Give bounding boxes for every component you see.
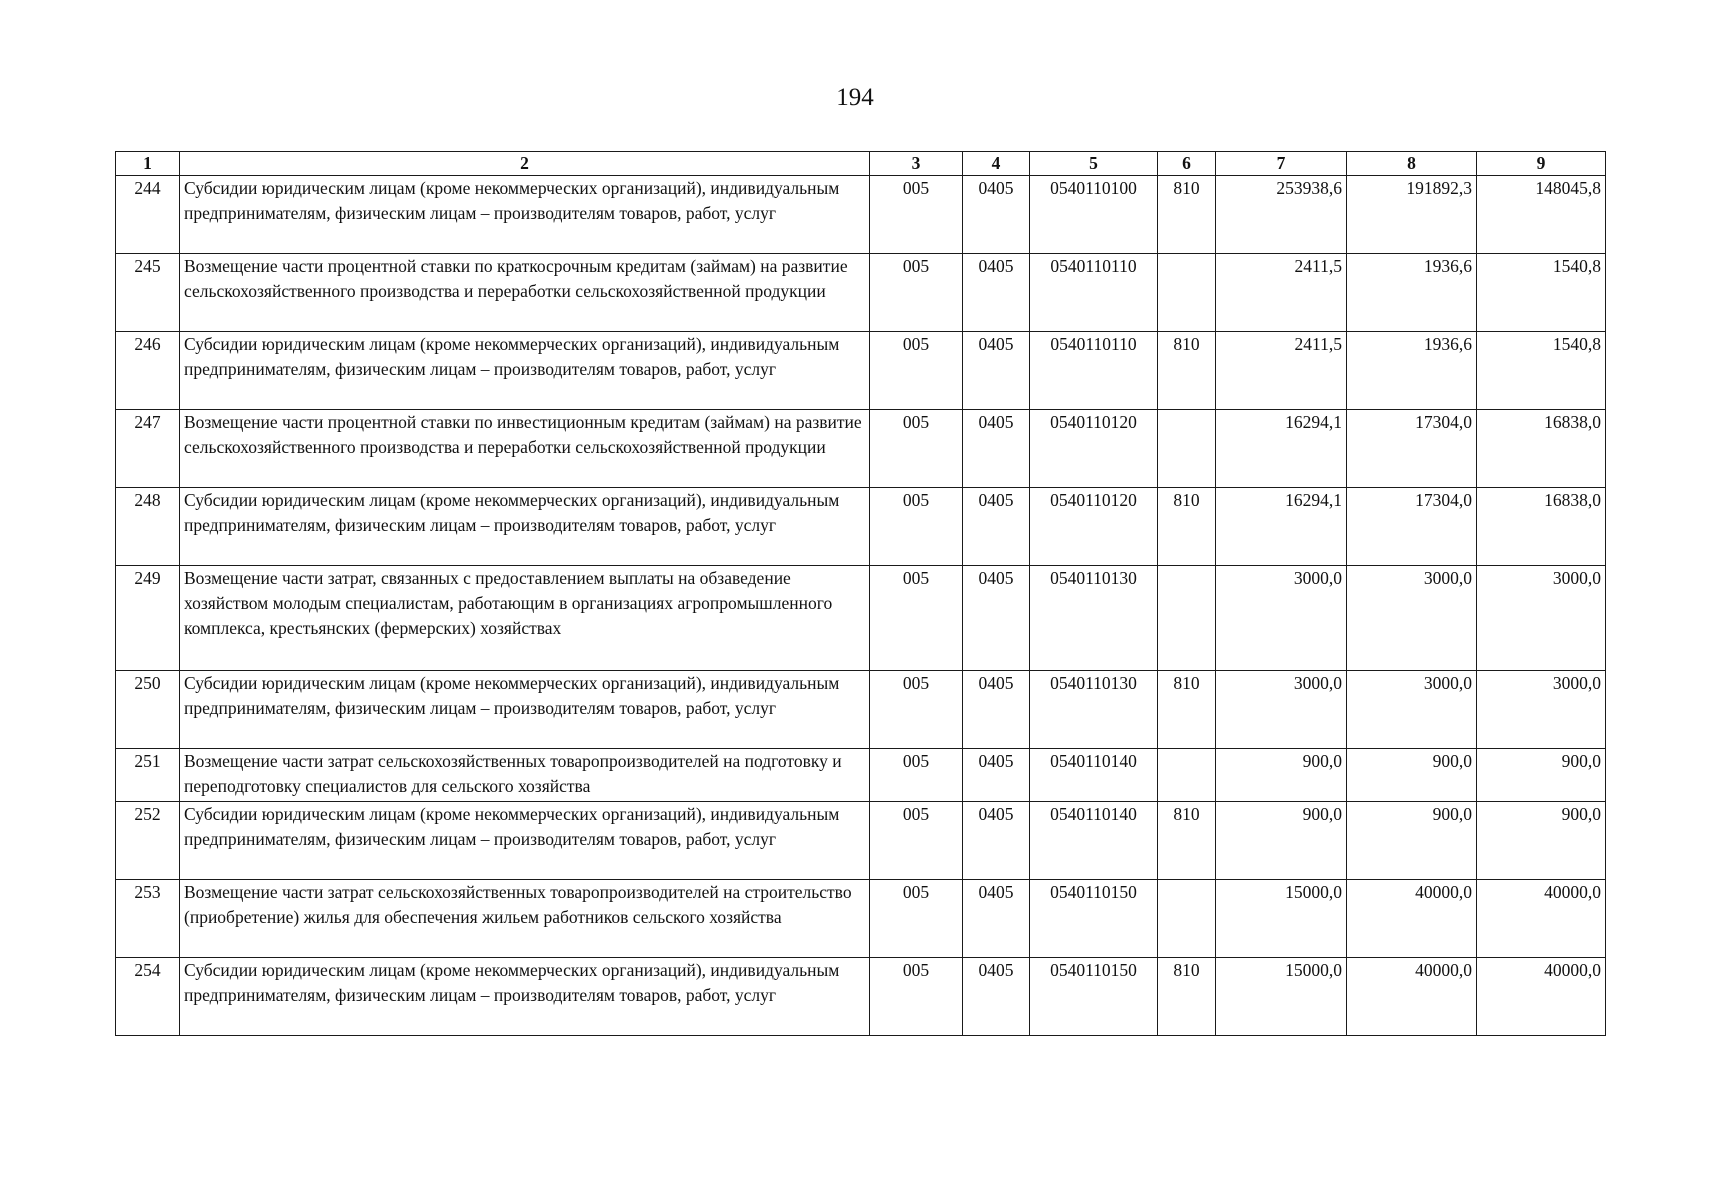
amount-col8: 1936,6 — [1347, 254, 1477, 332]
ministry-code: 005 — [870, 176, 963, 254]
row-number: 246 — [116, 332, 180, 410]
column-header: 3 — [870, 152, 963, 176]
amount-col7: 900,0 — [1216, 749, 1347, 802]
amount-col9: 1540,8 — [1477, 332, 1606, 410]
amount-col8: 900,0 — [1347, 802, 1477, 880]
page-number: 194 — [836, 84, 874, 111]
amount-col8: 1936,6 — [1347, 332, 1477, 410]
ministry-code: 005 — [870, 880, 963, 958]
target-article-code: 0540110130 — [1030, 566, 1158, 671]
expense-type-code: 810 — [1158, 671, 1216, 749]
section-code: 0405 — [963, 566, 1030, 671]
expense-type-code — [1158, 566, 1216, 671]
target-article-code: 0540110100 — [1030, 176, 1158, 254]
target-article-code: 0540110150 — [1030, 880, 1158, 958]
table-row — [116, 802, 1606, 880]
table-row — [116, 749, 1606, 802]
expense-name: Возмещение части затрат, связанных с предоставлением выплаты на обзаведение хозяйством молодым специалистам, работающим в организациях агропромышленного комплекса, крестьянских (фермерских) хозяйствах — [180, 566, 870, 671]
column-header: 4 — [963, 152, 1030, 176]
expense-name: Субсидии юридическим лицам (кроме некоммерческих организаций), индивидуальным предпринимателям, физическим лицам – производителям товаров, работ, услуг — [180, 958, 870, 1036]
expense-type-code: 810 — [1158, 488, 1216, 566]
column-header: 6 — [1158, 152, 1216, 176]
ministry-code: 005 — [870, 254, 963, 332]
row-number: 244 — [116, 176, 180, 254]
column-header: 8 — [1347, 152, 1477, 176]
amount-col9: 1540,8 — [1477, 254, 1606, 332]
row-number: 253 — [116, 880, 180, 958]
table-row — [116, 880, 1606, 958]
amount-col8: 900,0 — [1347, 749, 1477, 802]
table-row — [116, 332, 1606, 410]
amount-col8: 3000,0 — [1347, 566, 1477, 671]
section-code: 0405 — [963, 749, 1030, 802]
expense-type-code — [1158, 880, 1216, 958]
amount-col8: 17304,0 — [1347, 410, 1477, 488]
row-number: 248 — [116, 488, 180, 566]
amount-col7: 3000,0 — [1216, 566, 1347, 671]
amount-col8: 191892,3 — [1347, 176, 1477, 254]
row-number: 245 — [116, 254, 180, 332]
amount-col7: 253938,6 — [1216, 176, 1347, 254]
amount-col8: 40000,0 — [1347, 958, 1477, 1036]
target-article-code: 0540110120 — [1030, 488, 1158, 566]
expense-name: Субсидии юридическим лицам (кроме некоммерческих организаций), индивидуальным предпринимателям, физическим лицам – производителям товаров, работ, услуг — [180, 671, 870, 749]
section-code: 0405 — [963, 332, 1030, 410]
column-header: 7 — [1216, 152, 1347, 176]
ministry-code: 005 — [870, 958, 963, 1036]
ministry-code: 005 — [870, 671, 963, 749]
row-number: 250 — [116, 671, 180, 749]
ministry-code: 005 — [870, 332, 963, 410]
section-code: 0405 — [963, 671, 1030, 749]
amount-col7: 2411,5 — [1216, 254, 1347, 332]
row-number: 252 — [116, 802, 180, 880]
column-header: 1 — [116, 152, 180, 176]
ministry-code: 005 — [870, 410, 963, 488]
amount-col8: 40000,0 — [1347, 880, 1477, 958]
amount-col9: 148045,8 — [1477, 176, 1606, 254]
amount-col8: 17304,0 — [1347, 488, 1477, 566]
amount-col7: 900,0 — [1216, 802, 1347, 880]
column-header: 9 — [1477, 152, 1606, 176]
expense-type-code — [1158, 410, 1216, 488]
table-row — [116, 958, 1606, 1036]
expense-type-code: 810 — [1158, 332, 1216, 410]
amount-col9: 16838,0 — [1477, 488, 1606, 566]
amount-col9: 3000,0 — [1477, 566, 1606, 671]
amount-col9: 900,0 — [1477, 749, 1606, 802]
ministry-code: 005 — [870, 802, 963, 880]
amount-col7: 2411,5 — [1216, 332, 1347, 410]
amount-col7: 16294,1 — [1216, 488, 1347, 566]
section-code: 0405 — [963, 958, 1030, 1036]
expense-type-code: 810 — [1158, 176, 1216, 254]
expense-name: Субсидии юридическим лицам (кроме некоммерческих организаций), индивидуальным предпринимателям, физическим лицам – производителям товаров, работ, услуг — [180, 176, 870, 254]
amount-col9: 40000,0 — [1477, 880, 1606, 958]
table-row — [116, 410, 1606, 488]
column-header: 5 — [1030, 152, 1158, 176]
section-code: 0405 — [963, 254, 1030, 332]
section-code: 0405 — [963, 880, 1030, 958]
expense-name: Возмещение части затрат сельскохозяйственных товаропроизводителей на подготовку и переподготовку специалистов для сельского хозяйства — [180, 749, 870, 802]
expense-name: Возмещение части процентной ставки по инвестиционным кредитам (займам) на развитие сельскохозяйственного производства и переработки сельскохозяйственной продукции — [180, 410, 870, 488]
expense-name: Субсидии юридическим лицам (кроме некоммерческих организаций), индивидуальным предпринимателям, физическим лицам – производителям товаров, работ, услуг — [180, 802, 870, 880]
target-article-code: 0540110120 — [1030, 410, 1158, 488]
amount-col7: 3000,0 — [1216, 671, 1347, 749]
expense-type-code: 810 — [1158, 802, 1216, 880]
table-row — [116, 176, 1606, 254]
section-code: 0405 — [963, 410, 1030, 488]
budget-table — [115, 151, 1606, 1036]
section-code: 0405 — [963, 802, 1030, 880]
row-number: 251 — [116, 749, 180, 802]
expense-type-code — [1158, 254, 1216, 332]
row-number: 254 — [116, 958, 180, 1036]
table-row — [116, 671, 1606, 749]
amount-col9: 40000,0 — [1477, 958, 1606, 1036]
amount-col7: 15000,0 — [1216, 880, 1347, 958]
target-article-code: 0540110110 — [1030, 332, 1158, 410]
amount-col7: 16294,1 — [1216, 410, 1347, 488]
target-article-code: 0540110140 — [1030, 802, 1158, 880]
amount-col9: 900,0 — [1477, 802, 1606, 880]
ministry-code: 005 — [870, 749, 963, 802]
expense-name: Субсидии юридическим лицам (кроме некоммерческих организаций), индивидуальным предпринимателям, физическим лицам – производителям товаров, работ, услуг — [180, 488, 870, 566]
target-article-code: 0540110150 — [1030, 958, 1158, 1036]
amount-col9: 3000,0 — [1477, 671, 1606, 749]
column-number-header-row — [116, 152, 1606, 176]
amount-col8: 3000,0 — [1347, 671, 1477, 749]
ministry-code: 005 — [870, 488, 963, 566]
section-code: 0405 — [963, 176, 1030, 254]
table-row — [116, 566, 1606, 671]
section-code: 0405 — [963, 488, 1030, 566]
target-article-code: 0540110130 — [1030, 671, 1158, 749]
amount-col7: 15000,0 — [1216, 958, 1347, 1036]
expense-name: Возмещение части затрат сельскохозяйственных товаропроизводителей на строительство (приобретение) жилья для обеспечения жильем работников сельского хозяйства — [180, 880, 870, 958]
target-article-code: 0540110140 — [1030, 749, 1158, 802]
column-header: 2 — [180, 152, 870, 176]
row-number: 249 — [116, 566, 180, 671]
expense-name: Возмещение части процентной ставки по краткосрочным кредитам (займам) на развитие сельскохозяйственного производства и переработки сельскохозяйственной продукции — [180, 254, 870, 332]
table-row — [116, 254, 1606, 332]
ministry-code: 005 — [870, 566, 963, 671]
row-number: 247 — [116, 410, 180, 488]
expense-name: Субсидии юридическим лицам (кроме некоммерческих организаций), индивидуальным предпринимателям, физическим лицам – производителям товаров, работ, услуг — [180, 332, 870, 410]
target-article-code: 0540110110 — [1030, 254, 1158, 332]
table-row — [116, 488, 1606, 566]
amount-col9: 16838,0 — [1477, 410, 1606, 488]
expense-type-code — [1158, 749, 1216, 802]
expense-type-code: 810 — [1158, 958, 1216, 1036]
